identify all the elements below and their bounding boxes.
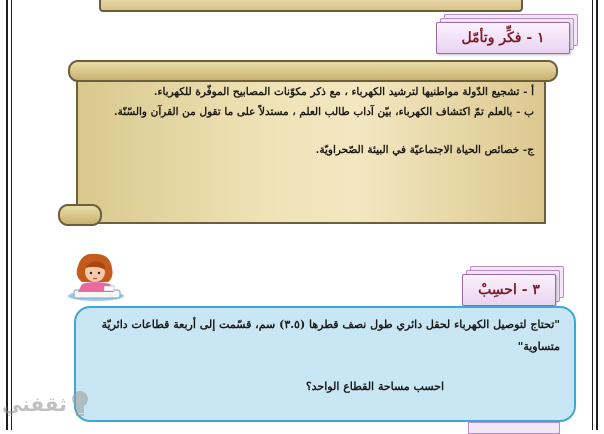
section1-label: ١ - فكِّر وتأمّل xyxy=(461,30,545,46)
studying-girl-illustration xyxy=(60,252,130,302)
question-box xyxy=(74,306,576,422)
question-task: احسب مساحة القطاع الواحد؟ xyxy=(305,380,444,393)
section1-item-a: أ - تشجيع الدّولة مواطنيها لترشيد الكهرباء ، مع ذكر مكوّنات المصابيح الموفّرة للكهرباء. xyxy=(153,86,534,98)
section3-label: ٣ - احسِبْ xyxy=(478,282,540,298)
question-line-2: متساوية" xyxy=(517,340,560,353)
previous-scroll-bottom xyxy=(99,0,523,12)
page-border-right-inner xyxy=(592,0,593,430)
scroll-roll-bottom xyxy=(58,204,102,226)
page-border-left-inner xyxy=(11,0,12,430)
page-border-right xyxy=(596,0,598,430)
scroll-roll-top xyxy=(68,60,558,82)
section1-label-tab xyxy=(436,14,586,54)
page-border-left xyxy=(6,0,8,430)
section1-item-c: ج- خصائص الحياة الاجتماعيّة في البيئة الصّحراويّة. xyxy=(315,144,534,156)
lightbulb-icon xyxy=(69,389,91,419)
section1-item-b: ب - بالعلم تمّ اكتشاف الكهرباء، بيّن آداب طالب العلم ، مستدلاً على ما تقول من القرآن والسّنّة. xyxy=(114,106,534,118)
watermark-text: ثقفني xyxy=(2,392,67,416)
watermark-logo xyxy=(2,384,102,424)
question-line-1: "تحتاج لتوصيل الكهرباء لحقل دائري طول نصف قطرها (٣.٥) سم، قسّمت إلى أربعة قطاعات دائريّة xyxy=(101,318,560,331)
parchment-scroll xyxy=(58,56,562,226)
section3-label-tab xyxy=(462,266,572,308)
next-section-tab-edge xyxy=(468,422,560,434)
